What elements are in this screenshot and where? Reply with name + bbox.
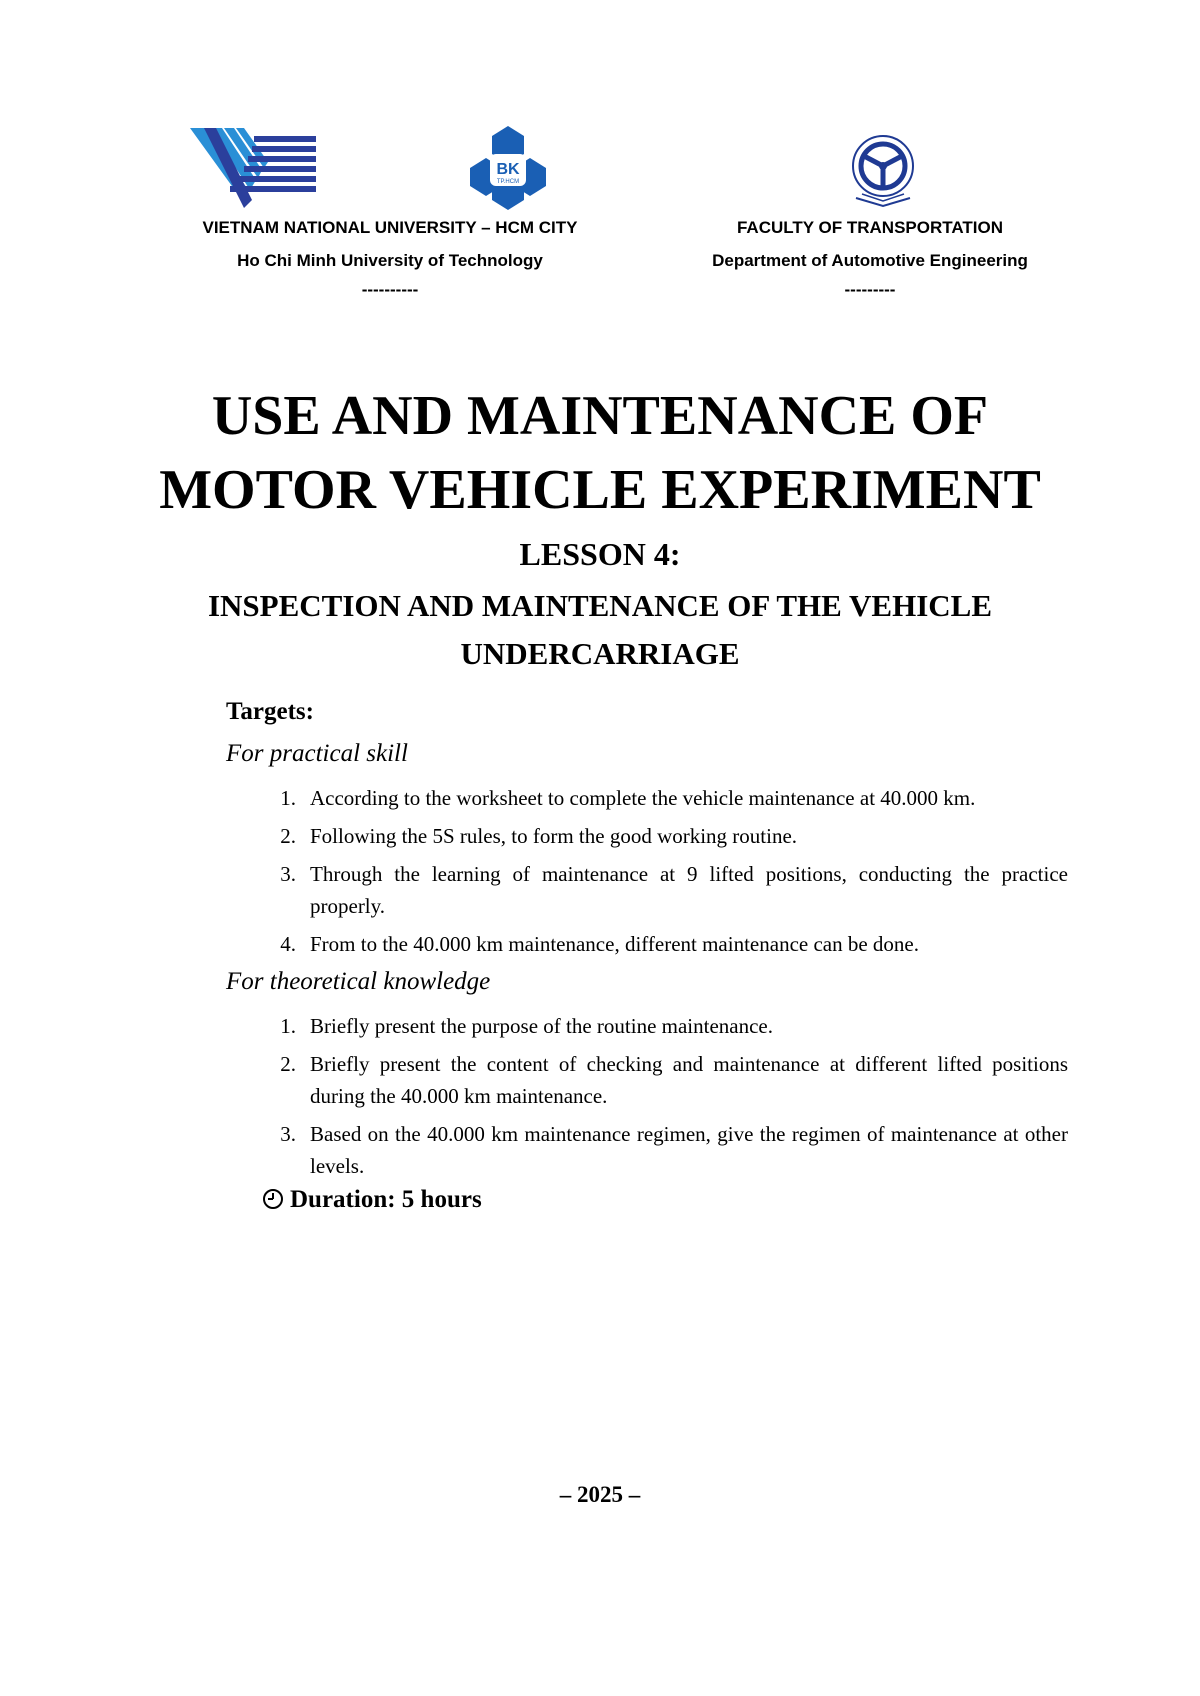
list-number: 1. bbox=[280, 786, 296, 810]
main-title-line1: USE AND MAINTENANCE OF bbox=[211, 385, 989, 447]
list-number: 1. bbox=[280, 1014, 296, 1038]
practical-skill-list bbox=[226, 782, 1068, 960]
bk-logo-text: BK bbox=[496, 161, 520, 178]
footer-year: – 2025 – bbox=[559, 1482, 641, 1507]
list-item bbox=[226, 858, 1068, 922]
lesson-title-line1: INSPECTION AND MAINTENANCE OF THE VEHICLE bbox=[207, 588, 993, 623]
vnu-hcm-logo bbox=[190, 128, 316, 208]
practical-skill-heading: For practical skill bbox=[226, 740, 408, 767]
list-text: Through the learning of maintenance at 9 lifted positions, conducting the practice properly. bbox=[310, 862, 1068, 918]
bk-logo-subtext: TP.HCM bbox=[496, 179, 520, 185]
bk-tphcm-logo bbox=[468, 126, 548, 210]
list-text: Following the 5S rules, to form the good working routine. bbox=[310, 824, 798, 848]
lesson-number: LESSON 4: bbox=[519, 536, 681, 572]
faculty-name: FACULTY OF TRANSPORTATION bbox=[736, 218, 1003, 237]
list-text: According to the worksheet to complete the vehicle maintenance at 40.000 km. bbox=[310, 786, 976, 810]
list-number: 2. bbox=[280, 824, 296, 848]
list-item bbox=[226, 1118, 1068, 1182]
faculty-transportation-logo bbox=[846, 132, 920, 210]
lesson-title-line2: UNDERCARRIAGE bbox=[460, 636, 740, 671]
list-text: Based on the 40.000 km maintenance regimen, give the regimen of maintenance at other levels. bbox=[310, 1122, 1068, 1178]
targets-heading: Targets: bbox=[226, 698, 314, 725]
duration bbox=[262, 1186, 482, 1214]
list-text: Briefly present the purpose of the routine maintenance. bbox=[310, 1014, 774, 1038]
list-text: Briefly present the content of checking and maintenance at different lifted positions during the 40.000 km maintenance. bbox=[310, 1052, 1068, 1108]
list-item bbox=[226, 782, 1068, 814]
theoretical-knowledge-heading: For theoretical knowledge bbox=[226, 968, 491, 995]
right-divider: --------- bbox=[844, 280, 896, 299]
university-name: VIETNAM NATIONAL UNIVERSITY – HCM CITY bbox=[202, 218, 578, 237]
left-divider: ---------- bbox=[361, 280, 419, 299]
list-text: From to the 40.000 km maintenance, different maintenance can be done. bbox=[310, 932, 919, 956]
school-name: Ho Chi Minh University of Technology bbox=[237, 251, 543, 270]
list-item bbox=[226, 1048, 1068, 1112]
list-number: 4. bbox=[280, 932, 296, 956]
list-number: 3. bbox=[280, 1122, 296, 1146]
clock-icon bbox=[262, 1188, 284, 1210]
list-item bbox=[226, 1010, 1068, 1042]
main-title-line2: MOTOR VEHICLE EXPERIMENT bbox=[159, 459, 1041, 521]
theoretical-knowledge-list bbox=[226, 1010, 1068, 1182]
list-number: 2. bbox=[280, 1052, 296, 1076]
department-name: Department of Automotive Engineering bbox=[712, 251, 1028, 270]
duration-label: Duration: 5 hours bbox=[290, 1186, 482, 1213]
list-number: 3. bbox=[280, 862, 296, 886]
list-item bbox=[226, 928, 1068, 960]
list-item bbox=[226, 820, 1068, 852]
